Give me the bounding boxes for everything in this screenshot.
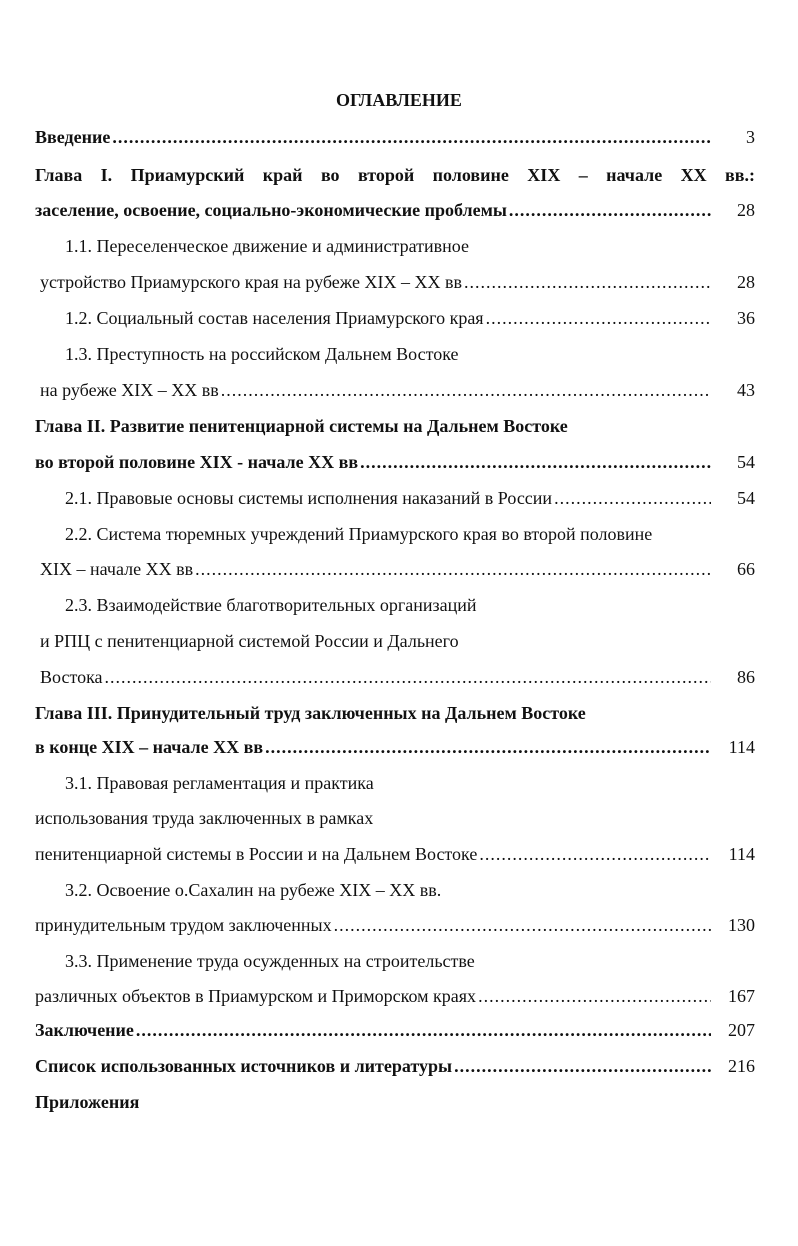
toc-entry-2-3: [40, 664, 755, 690]
toc-entry-3-1-title-cont: использования труда заключенных в рамках: [35, 808, 374, 828]
toc-leader-dots: [265, 734, 711, 760]
toc-entry-chapter-2-title: Глава II. Развитие пенитенциарной системы на Дальнем Востоке: [35, 416, 568, 436]
toc-leader-dots: [136, 1017, 711, 1043]
toc-entry-3-1-title: 3.1. Правовая регламентация и практика: [65, 773, 374, 793]
toc-page-number: 216: [728, 1056, 755, 1076]
toc-entry-conclusion: [35, 1017, 755, 1043]
toc-leader-dots: [509, 197, 711, 223]
toc-leader-dots: [334, 912, 711, 938]
toc-leader-dots: [478, 983, 711, 1009]
toc-entry-appendices: Приложения: [35, 1092, 140, 1112]
toc-entry-text: Список использованных источников и литературы: [35, 1056, 453, 1076]
toc-entry-text: в конце XIX – начале XX вв: [35, 737, 264, 757]
toc-entry-3-2: [35, 912, 755, 938]
toc-page-number: 130: [728, 915, 755, 935]
toc-entry-chapter-1: [35, 197, 755, 223]
toc-leader-dots: [221, 377, 711, 403]
toc-entry-text: во второй половине XIX - начале XX вв: [35, 452, 359, 472]
toc-entry-text: пенитенциарной системы в России и на Дальнем Востоке: [35, 844, 478, 864]
toc-entry-text: Введение: [35, 127, 111, 147]
toc-entry-text: различных объектов в Приамурском и Приморском краях: [35, 986, 477, 1006]
toc-page-number: 167: [728, 986, 755, 1006]
toc-entry-chapter-2: [35, 449, 755, 475]
toc-page-number: 114: [728, 737, 755, 757]
toc-page-number: 36: [737, 308, 755, 328]
toc-leader-dots: [195, 556, 711, 582]
toc-leader-dots: [360, 449, 711, 475]
toc-page-number: 3: [746, 127, 755, 147]
toc-entry-3-3: [35, 983, 755, 1009]
toc-entry-text: 1.2. Социальный состав населения Приамурского края: [65, 308, 484, 328]
toc-entry-1-1-title: 1.1. Переселенческое движение и административное: [65, 236, 469, 256]
toc-entry-1-3: [40, 377, 755, 403]
toc-entry-1-1: [40, 269, 755, 295]
toc-entry-introduction: [35, 124, 755, 150]
toc-page-number: 66: [737, 559, 755, 579]
toc-entry-chapter-1-title: Глава I. Приамурский край во второй половине XIX – начале XX вв.:: [35, 165, 755, 185]
toc-leader-dots: [554, 485, 711, 511]
toc-entry-2-1: [65, 485, 755, 511]
toc-leader-dots: [454, 1053, 711, 1079]
toc-leader-dots: [112, 124, 711, 150]
toc-page-number: 54: [737, 488, 755, 508]
page-title: ОГЛАВЛЕНИЕ: [336, 90, 462, 110]
toc-leader-dots: [486, 305, 711, 331]
toc-entry-3-1: [35, 841, 755, 867]
toc-entry-text: XIX – начале XX вв: [40, 559, 194, 579]
toc-entry-chapter-3-title: Глава III. Принудительный труд заключенных на Дальнем Востоке: [35, 703, 586, 723]
toc-page-number: 54: [737, 452, 755, 472]
toc-page-number: 207: [728, 1020, 755, 1040]
toc-entry-text: 2.1. Правовые основы системы исполнения наказаний в России: [65, 488, 553, 508]
toc-entry-text: Востока: [40, 667, 103, 687]
toc-entry-text: устройство Приамурского края на рубеже XIX – XX вв: [40, 272, 462, 292]
toc-page-number: 28: [737, 272, 755, 292]
toc-page-number: 114: [728, 844, 755, 864]
toc-page-number: 28: [737, 200, 755, 220]
toc-leader-dots: [464, 269, 711, 295]
toc-entry-2-3-title-cont: и РПЦ с пенитенциарной системой России и Дальнего: [40, 631, 459, 651]
toc-entry-2-2: [40, 556, 755, 582]
toc-entry-text: на рубеже XIX – XX вв: [40, 380, 219, 400]
toc-entry-3-2-title: 3.2. Освоение о.Сахалин на рубеже XIX – XX вв.: [65, 880, 442, 900]
toc-leader-dots: [105, 664, 711, 690]
toc-leader-dots: [479, 841, 711, 867]
toc-page-number: 86: [737, 667, 755, 687]
toc-entry-1-3-title: 1.3. Преступность на российском Дальнем Востоке: [65, 344, 459, 364]
toc-entry-text: принудительным трудом заключенных: [35, 915, 332, 935]
toc-entry-text: Заключение: [35, 1020, 134, 1040]
toc-entry-bibliography: [35, 1053, 755, 1079]
toc-entry-chapter-3: [35, 734, 755, 760]
toc-entry-3-3-title: 3.3. Применение труда осужденных на строительстве: [65, 951, 475, 971]
toc-entry-2-3-title: 2.3. Взаимодействие благотворительных организаций: [65, 595, 477, 615]
toc-entry-text: заселение, освоение, социально-экономические проблемы: [35, 200, 507, 220]
toc-page-number: 43: [737, 380, 755, 400]
toc-entry-2-2-title: 2.2. Система тюремных учреждений Приамурского края во второй половине: [65, 524, 653, 544]
toc-entry-1-2: [65, 305, 755, 331]
